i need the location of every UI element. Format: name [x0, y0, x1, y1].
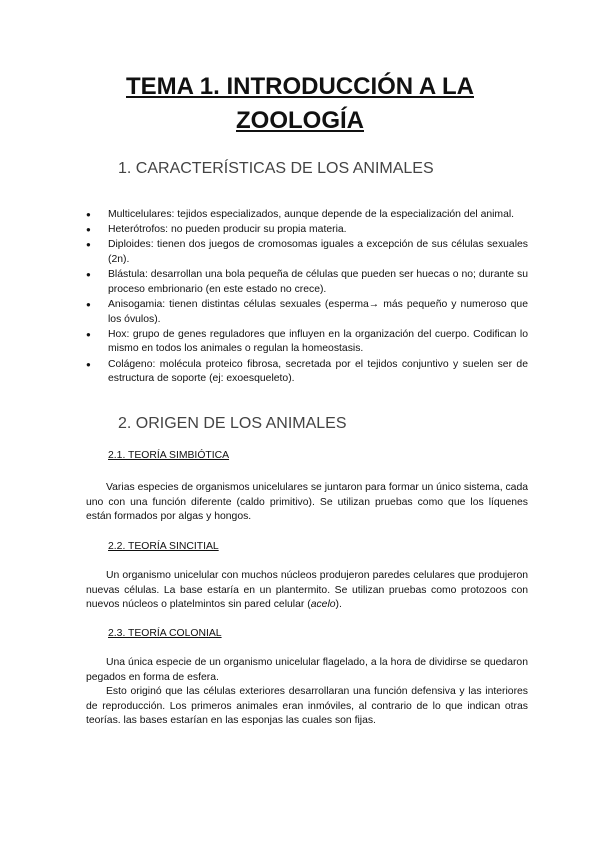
list-item: ● Hox: grupo de genes reguladores que influyen en la organización del cuerpo. Codifican lo mismo en todos los animales o regulan la homeostasis. [86, 328, 528, 357]
title-line-1: TEMA 1. INTRODUCCIÓN A LA [126, 73, 474, 100]
subsection-2-2-text [86, 569, 528, 613]
subsection-2-1-text: Varias especies de organismos unicelulares se juntaron para formar un único sistema, cada uno con una función diferente (caldo primitivo). Se utilizan pruebas como que los líquenes están formados por algas y hongos. [86, 482, 529, 523]
subsection-2-2-text-end: ). [335, 599, 342, 611]
subsection-2-2-heading: 2.2. TEORÍA SINCITIAL [108, 541, 219, 552]
list-item: ● Colágeno: molécula proteico fibrosa, secretada por el tejidos conjuntivo y suelen ser de estructura de soporte (ej: exoesqueleto). [86, 358, 528, 387]
subsection-2-2-italic-term: acelo [310, 599, 336, 611]
subsection-2-3-paragraph-2: Esto originó que las células exteriores desarrollaran una función defensiva y las interiores de reproducción. Los primeros animales eran inmóviles, al contrario de lo que indican otras teorías. las bases estarían en las esponjas las cuales son fijas. [86, 686, 528, 727]
subsection-2-1-heading: 2.1. TEORÍA SIMBIÓTICA [108, 450, 230, 461]
list-item: ● Blástula: desarrollan una bola pequeña de células que pueden ser huecas o no; durante su proceso embrionario (en este estado no crece). [86, 268, 528, 297]
title-line-2: ZOOLOGÍA [236, 107, 364, 134]
subsection-2-3-heading: 2.3. TEORÍA COLONIAL [108, 628, 222, 639]
list-item: ● Multicelulares: tejidos especializados, aunque depende de la especialización del animal. [86, 208, 528, 223]
section-1-heading: 1. CARACTERÍSTICAS DE LOS ANIMALES [118, 160, 434, 177]
list-item: ● Diploides: tienen dos juegos de cromosomas iguales a excepción de sus células sexuales (2n). [86, 238, 528, 267]
page-title [60, 70, 540, 138]
characteristics-list [86, 208, 528, 387]
list-item: ● Anisogamia: tienen distintas células sexuales (esperma→ más pequeño y numeroso que los óvulos). [86, 298, 528, 327]
list-item: ● Heterótrofos: no pueden producir su propia materia. [86, 223, 528, 238]
subsection-2-3-paragraph-1: Una única especie de un organismo unicelular flagelado, a la hora de dividirse se quedaron pegados en forma de esfera. [86, 657, 528, 683]
section-2-heading: 2. ORIGEN DE LOS ANIMALES [118, 415, 347, 432]
subsection-2-2-text-part: Un organismo unicelular con muchos núcleos produjeron paredes celulares que produjeron nuevas células. La base estaría en un plantermito. Se utilizan pruebas como protozoos con nuevos núcleos o platelmintos sin pared celular ( [86, 570, 528, 611]
